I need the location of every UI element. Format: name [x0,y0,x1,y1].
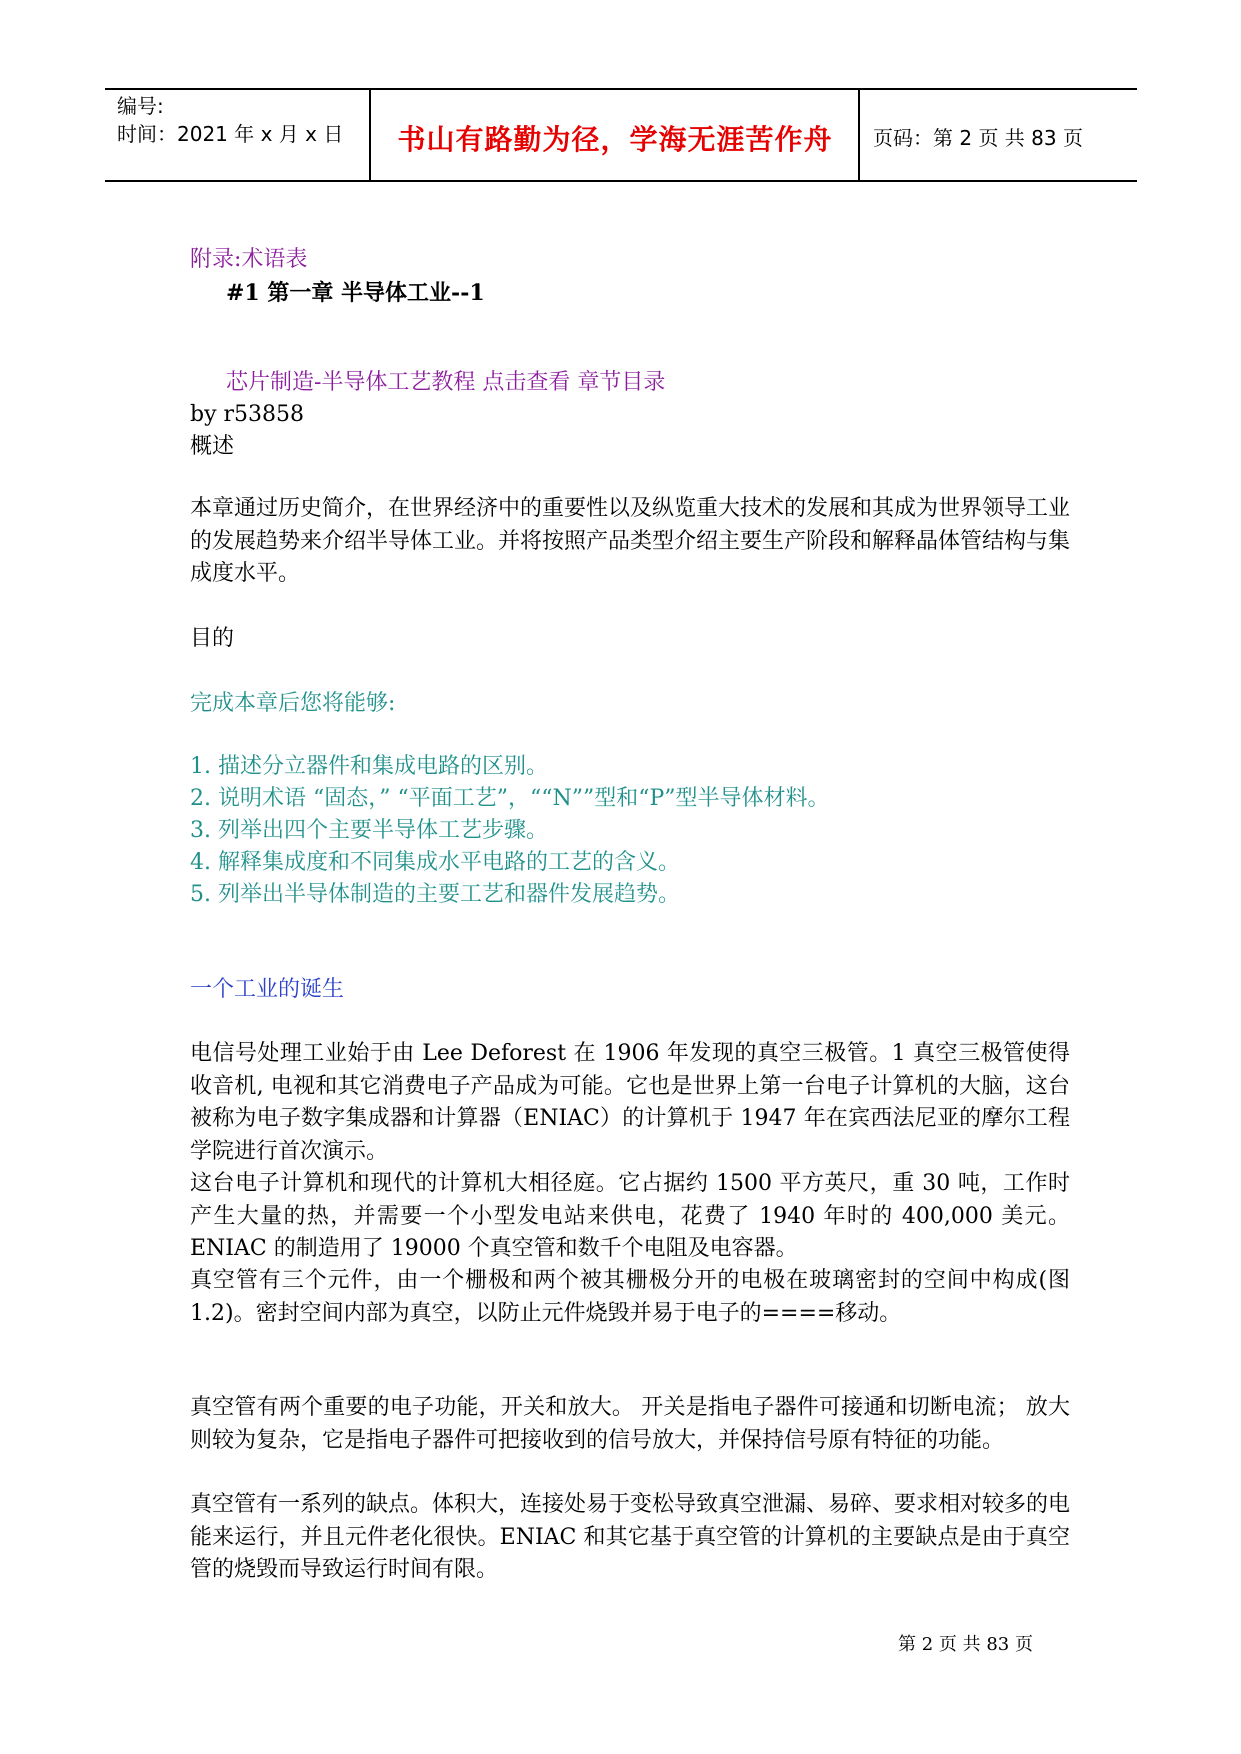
list-item: 3. 列举出四个主要半导体工艺步骤。 [190,818,548,843]
section-heading: 一个工业的诞生 [190,977,345,1002]
header-left-cell [117,92,343,148]
body-paragraph: 真空管有三个元件，由一个栅极和两个被其栅极分开的电极在玻璃密封的空间中构成(图 1.2)。密封空间内部为真空，以防止元件烧毁并易于电子的====移动。 [190,1268,1070,1326]
list-item: 4. 解释集成度和不同集成水平电路的工艺的含义。 [190,850,680,875]
page-footer: 第 2 页 共 83 页 [898,1634,1033,1655]
objective-list [190,751,830,911]
body-paragraph: 真空管有一系列的缺点。体积大，连接处易于变松导致真空泄漏、易碎、要求相对较多的电能来运行，并且元件老化很快。ENIAC 和其它基于真空管的计算机的主要缺点是由于真空管的烧毁而导致运行时间有限。 [190,1492,1071,1582]
overview-heading: 概述 [190,434,235,459]
course-link[interactable]: 芯片制造-半导体工艺教程 点击查看 章节目录 [226,370,666,395]
header-top-rule [105,88,1137,90]
objective-heading: 目的 [190,626,235,651]
serial-label: 编号: [117,94,164,118]
objective-intro: 完成本章后您将能够: [190,691,396,716]
header-motto: 书山有路勤为径，学海无涯苦作舟 [397,123,833,156]
list-item: 5. 列举出半导体制造的主要工艺和器件发展趋势。 [190,882,680,907]
appendix-link[interactable]: 附录:术语表 [190,247,308,272]
body-paragraph: 这台电子计算机和现代的计算机大相径庭。它占据约 1500 平方英尺，重 30 吨，工作时产生大量的热，并需要一个小型发电站来供电，花费了 1940 年时的 400,000 美元。ENIAC 的制造用了 19000 个真空管和数千个电阻及电容器。 [190,1171,1070,1261]
header-page-number: 页码：第 2 页 共 83 页 [873,126,1083,150]
body-paragraph: 真空管有两个重要的电子功能，开关和放大。 开关是指电子器件可接通和切断电流； 放大则较为复杂，它是指电子器件可把接收到的信号放大，并保持信号原有特征的功能。 [190,1395,1070,1453]
header-bottom-rule [105,180,1137,182]
overview-paragraph: 本章通过历史简介，在世界经济中的重要性以及纵览重大技术的发展和其成为世界领导工业的发展趋势来介绍半导体工业。并将按照产品类型介绍主要生产阶段和解释晶体管结构与集成度水平。 [190,496,1071,586]
chapter-title: #1 第一章 半导体工业--1 [226,280,485,306]
body-paragraph: 电信号处理工业始于由 Lee Deforest 在 1906 年发现的真空三极管。1 真空三极管使得收音机, 电视和其它消费电子产品成为可能。它也是世界上第一台电子计算机的大脑，这台被称为电子数字集成器和计算器（ENIAC）的计算机于 1947 年在宾西法尼亚的摩尔工程学院进行首次演示。 [190,1041,1070,1164]
header-divider [858,88,860,182]
time-label: 时间：2021 年 x 月 x 日 [117,122,344,146]
document-header [105,88,1137,182]
byline: by r53858 [190,402,305,427]
header-divider [369,88,371,182]
list-item: 1. 描述分立器件和集成电路的区别。 [190,754,548,779]
list-item: 2. 说明术语 “固态，” “平面工艺”，““N””型和“P”型半导体材料。 [190,786,830,811]
